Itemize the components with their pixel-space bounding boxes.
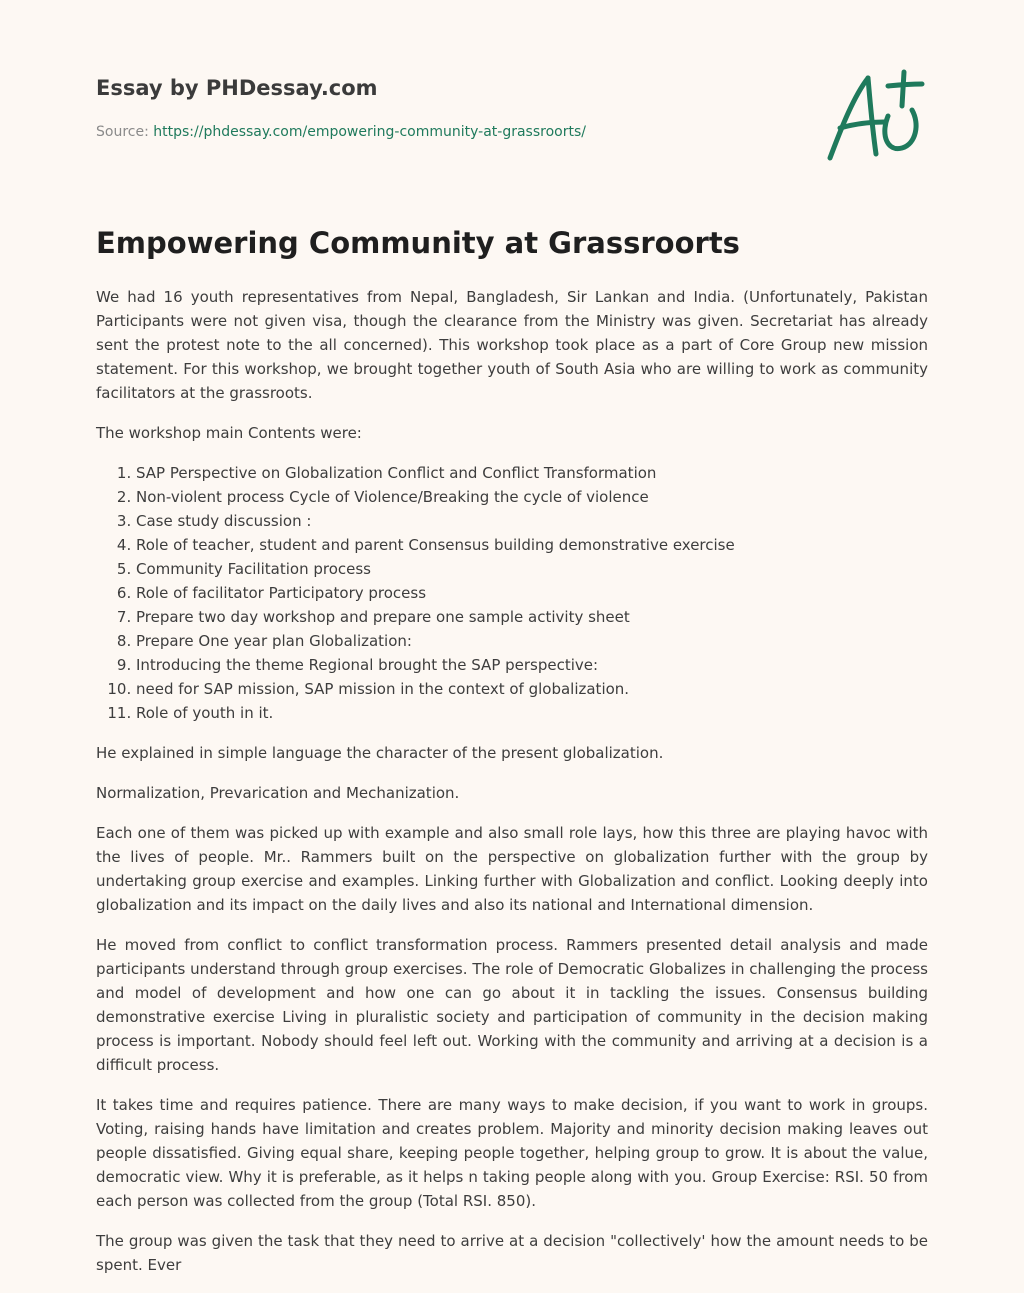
list-item: 5. Community Facilitation process bbox=[136, 557, 928, 581]
normalization-paragraph: Normalization, Prevarication and Mechanization. bbox=[96, 784, 460, 802]
moved-paragraph: He moved from conflict to conflict transformation process. Rammers presented detail analysis and made participants understand through group exercises. The role of Democratic Globalizes in challenging the process and model of development and how one can go about it in tackling the issues. Consensus building demonstrative exercise Living in pluralistic society and participation of community in the decision making process is important. Nobody should feel left out. Working with the community and arriving at a decision is a difficult process. bbox=[96, 936, 928, 1074]
list-item: 1. SAP Perspective on Globalization Conflict and Conflict Transformation bbox=[136, 461, 928, 485]
list-item: 9. Introducing the theme Regional brought the SAP perspective: bbox=[136, 653, 928, 677]
article-title: Empowering Community at Grassroorts bbox=[96, 226, 740, 260]
list-item: 2. Non-violent process Cycle of Violence/Breaking the cycle of violence bbox=[136, 485, 928, 509]
explained-paragraph: He explained in simple language the character of the present globalization. bbox=[96, 744, 664, 762]
takes-time-paragraph: It takes time and requires patience. There are many ways to make decision, if you want to work in groups. Voting, raising hands have limitation and creates problem. Majority and minority decision making leaves out people dissatisfied. Giving equal share, keeping people together, helping group to grow. It is about the value, democratic view. Why it is preferable, as it helps n taking people along with you. Group Exercise: RSI. 50 from each person was collected from the group (Total RSI. 850). bbox=[96, 1096, 928, 1210]
source-line bbox=[96, 124, 586, 140]
intro-paragraph: We had 16 youth representatives from Nepal, Bangladesh, Sir Lankan and India. (Unfortunately, Pakistan Participants were not given visa, though the clearance from the Ministry was given. Secretariat has already sent the protest note to the all concerned). This workshop took place as a part of Core Group new mission statement. For this workshop, we brought together youth of South Asia who are willing to work as community facilitators at the grassroots. bbox=[96, 288, 928, 402]
each-one-paragraph: Each one of them was picked up with example and also small role lays, how this three are playing havoc with the lives of people. Mr.. Rammers built on the perspective on globalization further with the group by undertaking group exercise and examples. Linking further with Globalization and conflict. Looking deeply into globalization and its impact on the daily lives and also its national and International dimension. bbox=[96, 824, 928, 914]
contents-heading: The workshop main Contents were: bbox=[96, 424, 362, 442]
list-item: 11. Role of youth in it. bbox=[136, 701, 928, 725]
list-item: 3. Case study discussion : bbox=[136, 509, 928, 533]
list-item: 4. Role of teacher, student and parent Consensus building demonstrative exercise bbox=[136, 533, 928, 557]
site-title: Essay by PHDessay.com bbox=[96, 76, 378, 100]
list-item: 6. Role of facilitator Participatory process bbox=[136, 581, 928, 605]
group-task-paragraph: The group was given the task that they need to arrive at a decision "collectively' how the amount needs to be spent. Ever bbox=[96, 1232, 928, 1274]
list-item: 7. Prepare two day workshop and prepare one sample activity sheet bbox=[136, 605, 928, 629]
source-label: Source: bbox=[96, 124, 154, 140]
list-item: 10. need for SAP mission, SAP mission in the context of globalization. bbox=[136, 677, 928, 701]
source-link[interactable]: https://phdessay.com/empowering-community-at-grassroorts/ bbox=[153, 124, 586, 140]
list-item: 8. Prepare One year plan Globalization: bbox=[136, 629, 928, 653]
contents-list bbox=[96, 461, 928, 725]
a-plus-logo-icon bbox=[822, 66, 932, 166]
article-body bbox=[96, 285, 928, 1293]
